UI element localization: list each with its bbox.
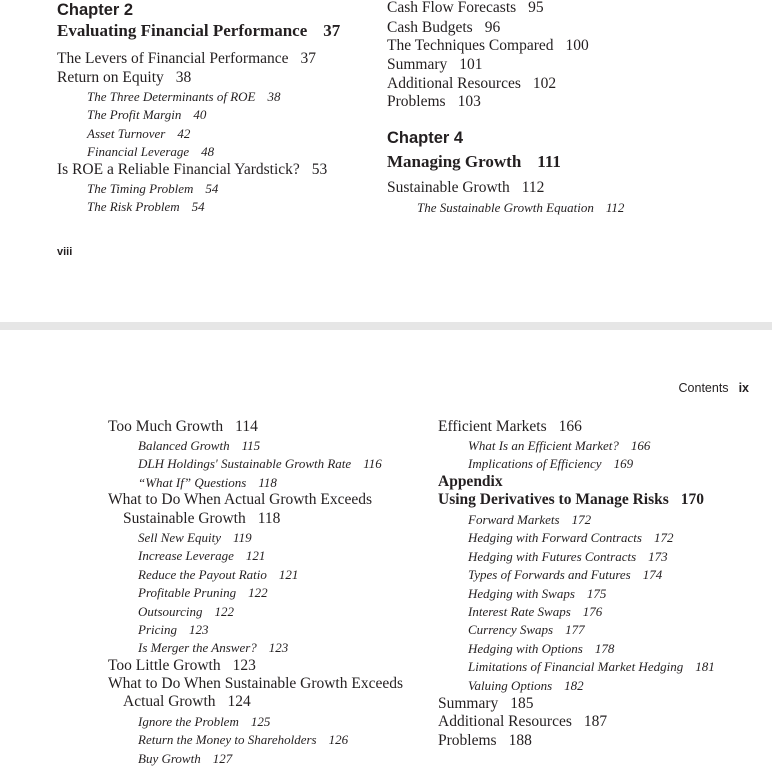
chapter-page-number: 111 bbox=[537, 152, 561, 171]
toc-entry-title: Financial Leverage bbox=[87, 144, 190, 159]
chapter-title-text: Evaluating Financial Performance bbox=[57, 21, 308, 40]
toc-page-viii bbox=[0, 0, 772, 322]
toc-entry-page-number: 38 bbox=[267, 89, 281, 104]
toc-entry bbox=[108, 658, 256, 674]
toc-entry bbox=[138, 586, 268, 599]
toc-section-heading bbox=[438, 474, 503, 490]
toc-entry-title: Summary bbox=[438, 695, 499, 712]
toc-entry-page-number: 121 bbox=[278, 567, 299, 582]
toc-entry bbox=[138, 476, 277, 489]
toc-entry-title: The Sustainable Growth Equation bbox=[417, 200, 594, 215]
toc-entry-title: Increase Leverage bbox=[138, 548, 234, 563]
toc-entry-page-number: 172 bbox=[653, 530, 674, 545]
toc-entry bbox=[468, 660, 715, 673]
toc-entry-title: Asset Turnover bbox=[87, 126, 166, 141]
toc-entry-title: Efficient Markets bbox=[438, 418, 547, 435]
toc-entry-page-number: 176 bbox=[582, 604, 603, 619]
toc-entry bbox=[438, 419, 582, 435]
toc-entry bbox=[438, 733, 532, 749]
toc-entry-page-number: 118 bbox=[258, 475, 277, 490]
toc-entry-page-number: 170 bbox=[680, 491, 705, 508]
toc-entry-page-number: 175 bbox=[586, 586, 607, 601]
toc-entry bbox=[387, 94, 481, 110]
toc-entry bbox=[87, 200, 205, 213]
toc-section-heading bbox=[438, 492, 704, 508]
toc-entry bbox=[123, 511, 280, 527]
toc-entry-page-number: 48 bbox=[201, 144, 215, 159]
toc-entry-page-number: 174 bbox=[642, 567, 663, 582]
toc-entry-title: “What If” Questions bbox=[138, 475, 247, 490]
toc-entry bbox=[387, 76, 556, 92]
toc-entry-title: The Timing Problem bbox=[87, 181, 194, 196]
toc-entry-page-number: 166 bbox=[630, 438, 651, 453]
toc-entry-title: Hedging with Swaps bbox=[468, 586, 575, 601]
toc-entry-page-number: 127 bbox=[212, 751, 233, 766]
toc-entry-page-number: 112 bbox=[521, 179, 545, 196]
toc-entry-page-number: 124 bbox=[227, 693, 251, 710]
toc-entry-title: Pricing bbox=[138, 622, 177, 637]
toc-entry bbox=[468, 513, 591, 526]
chapter-title bbox=[57, 21, 340, 41]
page-number: viii bbox=[57, 246, 73, 258]
toc-entry-page-number: 126 bbox=[328, 732, 349, 747]
toc-entry-page-number: 123 bbox=[268, 640, 289, 655]
toc-entry-title: Actual Growth bbox=[123, 693, 216, 710]
toc-entry-title: Cash Flow Forecasts bbox=[387, 0, 517, 16]
chapter-title bbox=[387, 152, 561, 172]
running-head bbox=[679, 381, 749, 395]
toc-entry-title: Using Derivatives to Manage Risks bbox=[438, 491, 669, 508]
toc-entry bbox=[138, 439, 260, 452]
toc-page-ix bbox=[0, 330, 772, 769]
toc-entry-title: Is Merger the Answer? bbox=[138, 640, 257, 655]
toc-entry bbox=[108, 419, 258, 435]
toc-entry bbox=[138, 623, 209, 636]
toc-entry-title: The Profit Margin bbox=[87, 107, 182, 122]
toc-entry bbox=[387, 0, 544, 16]
toc-entry-title: The Levers of Financial Performance bbox=[57, 50, 289, 67]
toc-entry bbox=[87, 108, 206, 121]
toc-entry-title: Forward Markets bbox=[468, 512, 560, 527]
toc-entry-page-number: 119 bbox=[233, 530, 252, 545]
toc-entry-title: Sustainable Growth bbox=[387, 179, 510, 196]
toc-entry-page-number: 173 bbox=[648, 549, 668, 564]
chapter-title-text: Managing Growth bbox=[387, 152, 522, 171]
toc-entry bbox=[468, 439, 650, 452]
toc-entry-page-number: 121 bbox=[245, 548, 266, 563]
toc-entry-title: Hedging with Options bbox=[468, 641, 583, 656]
toc-entry-page-number: 37 bbox=[300, 50, 317, 67]
toc-entry bbox=[123, 694, 251, 710]
toc-entry-title: Implications of Efficiency bbox=[468, 456, 602, 471]
toc-entry-title: Balanced Growth bbox=[138, 438, 230, 453]
toc-entry-title: Appendix bbox=[438, 473, 503, 490]
toc-entry-title: Return on Equity bbox=[57, 69, 164, 86]
toc-entry-page-number: 169 bbox=[613, 456, 634, 471]
toc-entry-page-number: 116 bbox=[363, 456, 382, 471]
toc-entry bbox=[87, 182, 218, 195]
toc-entry-title: Limitations of Financial Market Hedging bbox=[468, 659, 684, 674]
toc-entry bbox=[138, 605, 234, 618]
toc-entry-title: Cash Budgets bbox=[387, 19, 473, 36]
toc-entry bbox=[468, 587, 606, 600]
toc-entry-title: Outsourcing bbox=[138, 604, 203, 619]
toc-entry-title: Interest Rate Swaps bbox=[468, 604, 571, 619]
toc-entry-title: Additional Resources bbox=[438, 713, 572, 730]
chapter-number: Chapter 2 bbox=[57, 1, 134, 19]
toc-entry-page-number: 114 bbox=[235, 418, 258, 435]
toc-entry-title: Summary bbox=[387, 56, 448, 73]
toc-entry bbox=[138, 641, 288, 654]
toc-entry-page-number: 188 bbox=[508, 732, 532, 749]
toc-entry-title: What to Do When Sustainable Growth Exceeds bbox=[108, 675, 403, 692]
toc-entry bbox=[108, 676, 403, 692]
toc-entry-title: What Is an Efficient Market? bbox=[468, 438, 619, 453]
toc-entry-title: Hedging with Forward Contracts bbox=[468, 530, 642, 545]
toc-entry-page-number: 166 bbox=[558, 418, 582, 435]
toc-entry-page-number: 54 bbox=[191, 199, 205, 214]
chapter-page-number: 37 bbox=[323, 21, 341, 40]
toc-entry-page-number: 38 bbox=[175, 69, 192, 86]
toc-entry-title: What to Do When Actual Growth Exceeds bbox=[108, 491, 372, 508]
toc-entry-page-number: 42 bbox=[177, 126, 191, 141]
toc-entry-page-number: 125 bbox=[250, 714, 271, 729]
toc-entry bbox=[87, 90, 281, 103]
toc-entry-page-number: 118 bbox=[257, 510, 281, 527]
toc-entry bbox=[87, 127, 190, 140]
toc-entry bbox=[138, 568, 298, 581]
toc-entry bbox=[87, 145, 214, 158]
toc-entry-page-number: 40 bbox=[193, 107, 207, 122]
toc-entry-title: The Techniques Compared bbox=[387, 37, 554, 54]
toc-entry-title: The Risk Problem bbox=[87, 199, 180, 214]
toc-entry-title: Return the Money to Shareholders bbox=[138, 732, 317, 747]
toc-entry-page-number: 172 bbox=[571, 512, 592, 527]
toc-entry-title: Reduce the Payout Ratio bbox=[138, 567, 267, 582]
toc-entry-page-number: 96 bbox=[484, 19, 501, 36]
toc-entry bbox=[387, 20, 500, 36]
toc-entry-title: Hedging with Futures Contracts bbox=[468, 549, 637, 564]
chapter-number: Chapter 4 bbox=[387, 129, 464, 147]
toc-entry-title: The Three Determinants of ROE bbox=[87, 89, 256, 104]
toc-entry bbox=[387, 180, 544, 196]
toc-entry-page-number: 187 bbox=[583, 713, 608, 730]
toc-entry-title: Problems bbox=[438, 732, 497, 749]
toc-entry-page-number: 102 bbox=[532, 75, 557, 92]
toc-entry bbox=[138, 531, 252, 544]
toc-entry-title: Too Little Growth bbox=[108, 657, 221, 674]
toc-entry-page-number: 177 bbox=[565, 622, 585, 637]
toc-entry bbox=[468, 623, 585, 636]
toc-entry-page-number: 178 bbox=[594, 641, 615, 656]
toc-entry-title: DLH Holdings' Sustainable Growth Rate bbox=[138, 456, 352, 471]
toc-entry bbox=[468, 531, 673, 544]
toc-entry-page-number: 123 bbox=[232, 657, 256, 674]
toc-entry bbox=[468, 568, 662, 581]
toc-entry-title: Types of Forwards and Futures bbox=[468, 567, 631, 582]
toc-entry bbox=[138, 733, 348, 746]
toc-entry-title: Currency Swaps bbox=[468, 622, 554, 637]
toc-entry-page-number: 123 bbox=[189, 622, 209, 637]
toc-entry bbox=[468, 457, 633, 470]
toc-entry bbox=[468, 642, 614, 655]
toc-entry-page-number: 182 bbox=[564, 678, 584, 693]
toc-entry-title: Ignore the Problem bbox=[138, 714, 239, 729]
toc-entry bbox=[468, 605, 602, 618]
toc-entry-title: Profitable Pruning bbox=[138, 585, 237, 600]
toc-entry-title: Sell New Equity bbox=[138, 530, 222, 545]
toc-entry-title: Sustainable Growth bbox=[123, 510, 246, 527]
toc-entry bbox=[468, 679, 584, 692]
toc-entry-title: Problems bbox=[387, 93, 446, 110]
toc-entry bbox=[468, 550, 668, 563]
toc-entry bbox=[387, 57, 483, 73]
toc-entry-title: Is ROE a Reliable Financial Yardstick? bbox=[57, 161, 300, 178]
toc-entry bbox=[57, 70, 191, 86]
toc-entry-title: Too Much Growth bbox=[108, 418, 224, 435]
toc-entry bbox=[138, 549, 265, 562]
toc-entry bbox=[387, 38, 589, 54]
page-number: ix bbox=[738, 381, 749, 395]
toc-entry-page-number: 103 bbox=[457, 93, 481, 110]
toc-entry-page-number: 101 bbox=[459, 56, 483, 73]
toc-entry bbox=[138, 752, 232, 765]
toc-entry-title: Valuing Options bbox=[468, 678, 553, 693]
toc-entry bbox=[138, 457, 382, 470]
toc-entry-page-number: 100 bbox=[565, 37, 589, 54]
toc-entry-page-number: 53 bbox=[311, 161, 328, 178]
toc-entry-page-number: 181 bbox=[695, 659, 715, 674]
toc-entry bbox=[438, 714, 607, 730]
toc-entry-page-number: 95 bbox=[528, 0, 544, 16]
toc-entry-page-number: 122 bbox=[214, 604, 235, 619]
running-head-title: Contents bbox=[678, 381, 729, 395]
toc-entry bbox=[108, 492, 372, 508]
toc-entry-page-number: 115 bbox=[241, 438, 261, 453]
toc-entry-page-number: 112 bbox=[605, 200, 625, 215]
toc-entry-page-number: 185 bbox=[510, 695, 534, 712]
toc-entry bbox=[57, 51, 316, 67]
toc-entry bbox=[138, 715, 270, 728]
toc-entry bbox=[57, 162, 327, 178]
toc-entry bbox=[438, 696, 534, 712]
toc-entry-title: Buy Growth bbox=[138, 751, 201, 766]
toc-entry-page-number: 122 bbox=[248, 585, 268, 600]
toc-entry-page-number: 54 bbox=[205, 181, 219, 196]
toc-entry-title: Additional Resources bbox=[387, 75, 521, 92]
toc-entry bbox=[417, 201, 624, 214]
